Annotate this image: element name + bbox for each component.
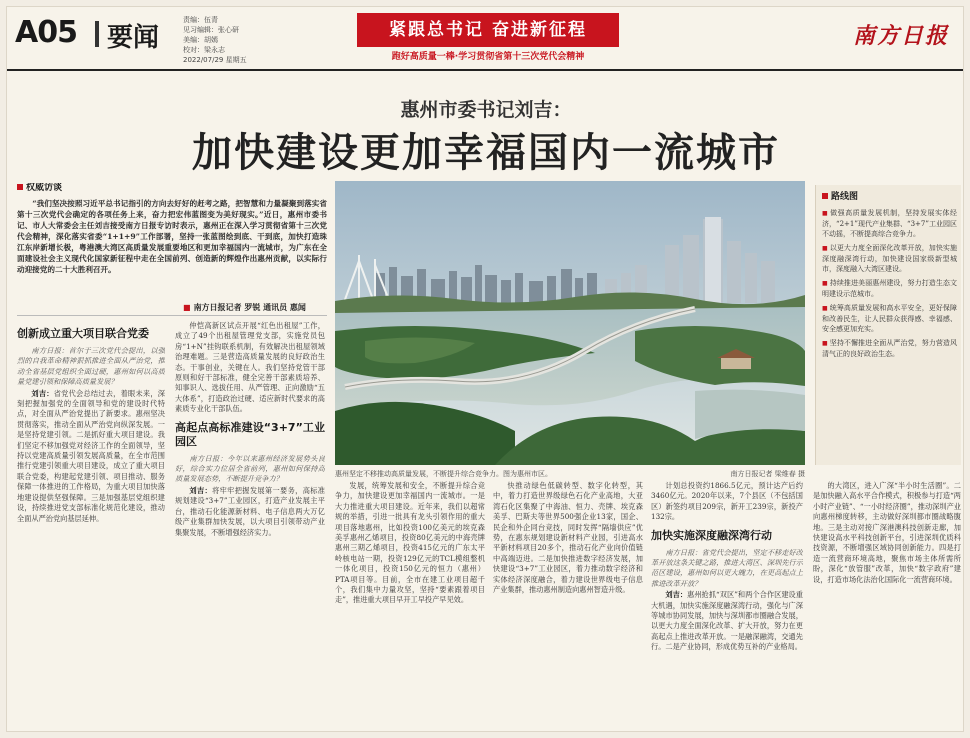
section-tag-interview: 权威访谈 <box>17 183 327 194</box>
intro-paragraph: “我们坚决按照习近平总书记指引的方向去好好的赶考之路，把智慧和力量凝聚到落实省第十三次党代会确定的各项任务上来，奋力把宏伟蓝图变为美好现实。”近日，惠州市委书记、市人大常委会主任刘吉接受南方日报专访时表示，惠州正在深入学习贯彻省第十三次党代会精神，深化落实省委“1+1+9”工作部署，坚持一张蓝图绘到底、干到底，加快打造珠江东岸新增长极，粤港澳大湾区高质量发展重要地区和更加幸福国内一流城市，为广东在全面建设社会主义现代化国家新征程中走在全国前列、创造新的辉煌作出惠州贡献，以实际行动迎接党的二十大胜利召开。 <box>17 199 327 274</box>
editor-credits <box>183 15 247 65</box>
subheading: 加快实施深度融深湾行动 <box>651 528 772 542</box>
interview-answer <box>651 590 803 652</box>
interview-answer <box>175 486 325 538</box>
roadmap-sidebar <box>815 185 961 465</box>
section-divider <box>95 21 99 47</box>
interview-answer <box>17 389 165 524</box>
page-number: A05 <box>15 15 77 50</box>
body-paragraph: 仲恺高新区试点开展“红色出租屋”工作，成立了49个出租屋管理党支部，实施党员包房“1+N”挂钩联系机制，有效解决出租屋领域治理难题。三是营造高质量发展的良好政治生态。干事创业，关键在人。我们坚持党管干部原则和好干部标准，健全完善干部素质培养、知事识人、选拔任用、从严管理、正向激励“五大体系”，打造政治过硬、适应新时代要求的高素质专业化干部队伍。 <box>175 321 325 414</box>
answer-text: 惠州抢抓“双区”和两个合作区建设重大机遇，加快实施深度融深湾行动，强化与广深等城市协同发展，加快与深圳都市圈融合发展，以更大力度全面深化改革、扩大开放，努力在更高起点上推进改革开放。一是融深融湾，交通先行。二是产业协同，形成优势互补的产业格局。 <box>651 590 803 652</box>
photo-credit: 南方日报记者 梁维春 摄 <box>730 470 805 478</box>
editor-line: 美编：胡嫣 <box>183 36 218 44</box>
article-column-6 <box>813 481 961 731</box>
intro-block <box>17 183 327 295</box>
editor-line: 校对：梁永志 <box>183 46 225 54</box>
roadmap-item: ■ 持续推进美丽惠州建设，努力打造生态文明建设示范城市。 <box>822 278 957 299</box>
header-rule <box>7 69 964 71</box>
roadmap-list <box>822 208 957 359</box>
article-column-5 <box>651 481 803 731</box>
body-paragraph: 发展，统筹发展和安全，不断提升综合竞争力，加快建设更加幸福国内一流城市。一是大力推进重大项目建设。近年来，我们以超常规的举措，引进一批具有龙头引领作用的重大项目落地惠州，比如投资100亿美元的埃克森美孚惠州乙烯项目，投资80亿美元的中海壳牌惠州三期乙烯项目，投资415亿元的广东太平岭核电站一期，投资129亿元的TCL模组整机一体化项目，投资150亿元的恒力（惠州）PTA项目等。目前，全市在建工业项目超千个，我们集中力量攻坚，坚持“要素跟着项目走”，推进重大项目早开工早投产早见效。 <box>335 481 485 605</box>
article-column-3 <box>335 481 485 731</box>
photo-caption <box>335 469 805 479</box>
roadmap-item: ■ 做强高质量发展机制，坚持发展实体经济，“2+1”现代产业集群、“3+7”工业园区不动摇，不断提高综合竞争力。 <box>822 208 957 239</box>
roadmap-item: ■ 统筹高质量发展和高水平安全，更好保障和改善民生，让人民群众获得感、幸福感、安全感更加充实。 <box>822 303 957 334</box>
subheading: 高起点高标准建设“3+7”工业园区 <box>175 420 325 448</box>
editor-line: 责编：伍青 <box>183 16 218 24</box>
divider <box>17 315 327 316</box>
byline: ■ 南方日报记者 罗锐 通讯员 惠闻 <box>183 302 306 313</box>
newspaper-masthead: 南方日报 <box>852 23 949 49</box>
edition-date: 2022/07/29 星期五 <box>183 56 247 64</box>
interview-question: 南方日报：今年以来惠州经济发展势头良好，综合实力位居全省前列，惠州如何保持高质量发展态势，不断提升竞争力？ <box>175 453 325 484</box>
caption-text: 惠州坚定不移推动高质量发展，不断提升综合竞争力。图为惠州市区。 <box>335 470 552 478</box>
interview-question: 南方日报：首尔于三次党代会提出，以强烈的自我革命精神狠抓推进全面从严治党，推动全省基层党组织全面过硬，惠州如何以高质量党建引领和保障高质量发展？ <box>17 346 165 387</box>
campaign-banner: 紧跟总书记 奋进新征程 <box>357 13 619 47</box>
roadmap-item: ■ 坚持不懈推进全面从严治党，努力营造风清气正的良好政治生态。 <box>822 338 957 359</box>
speaker-label: 刘吉： <box>189 485 213 495</box>
answer-text: 将牢牢把握发展第一要务，高标准规划建设“3+7”工业园区，打造产业发展主平台，推动石化能源新材料、电子信息两大万亿级产业集群加快发展，以大项目引领带动产业集聚发展，不断增强经济实力。 <box>175 485 325 537</box>
campaign-subtitle: 跑好高质量一棒·学习贯彻省第十三次党代会精神 <box>391 52 585 62</box>
newspaper-page <box>6 6 964 732</box>
answer-text: 省党代会总结过去，着眼未来，深刻把握加强党的全面领导和党的建设时代特点，对全面从严治党提出了新要求。惠州坚决贯彻落实，推动全面从严治党向纵深发展。一是坚持党建引领。二是抓好重大项目建设。我们坚定不移加强党对经济工作的全面领导，坚持以党建高质量引领发展高质量，在全市范围推行党建引领重大项目建设，成立了重大项目联合党委，构建起党建引领、项目推动、服务保障一体推进的工作格局，为重大项目加快落地建设提供坚强保障。三是加强基层党组织建设，持续推进党支部标准化规范化建设，推动全面从严治党向基层延伸。 <box>17 388 165 523</box>
section-tag-roadmap: 路线图 <box>822 189 957 202</box>
interview-question: 南方日报：省党代会提出，坚定不移走好改革开放这条关键之路，推进大湾区、深圳先行示范区建设，惠州如何以更大魄力，在更高起点上推进改革开放？ <box>651 547 803 588</box>
huizhou-cityscape-image <box>335 181 805 465</box>
editor-line: 见习编辑：张心研 <box>183 26 239 34</box>
page-header <box>7 7 964 69</box>
article-kicker: 惠州市委书记刘吉： <box>400 99 572 121</box>
section-name: 要闻 <box>107 23 160 53</box>
article-column-1 <box>17 321 165 731</box>
speaker-label: 刘吉： <box>665 590 688 600</box>
article-column-2 <box>175 321 325 731</box>
city-photo <box>335 181 805 465</box>
body-paragraph: 计划总投资约1866.5亿元，预计达产后约3460亿元。2020年以来，7个县区（不包括国区）新签约项目209宗，新开工239宗，新投产132宗。 <box>651 481 803 522</box>
body-paragraph: 的大湾区，进入广深“半小时生活圈”。二是加快融入高水平合作模式，积极参与打造“两小时产业链”、“一小时经济圈”，推动深圳产业向惠州梯度转移，主动做好深圳都市圈战略腹地。三是主动对接广深港澳科技创新走廊，加快建设高水平科技创新平台，引进深圳优质科技资源，不断增强区域协同创新能力。四是打造一流营商环境高地，聚焦市场主体所需所盼，深化“放管服”改革，加快“数字政府”建设，打造市场化法治化国际化一流营商环境。 <box>813 481 961 584</box>
body-paragraph: 快推动绿色低碳转型、数字化转型，其中，着力打造世界级绿色石化产业高地，大亚湾石化区集聚了中海油、恒力、壳牌、埃克森美孚、巴斯夫等世界500强企业13家，国企、民企和外企同台竞技，同时发挥“隔墙供应”优势，在惠东规划建设新材料产业园，引进高水平新材料项目20多个，推动石化产业向价值链中高端迈进。二是加快推进数字经济发展，加快建设“3+7”工业园区，着力推动数字经济和实体经济深度融合，着力建设世界级电子信息产业集群，推动惠州制造向惠州智造升级。 <box>493 481 643 595</box>
speaker-label: 刘吉： <box>31 388 54 398</box>
subheading: 创新成立重大项目联合党委 <box>17 327 149 340</box>
article-headline: 加快建设更加幸福国内一流城市 <box>192 129 780 176</box>
roadmap-item: ■ 以更大力度全面深化改革开放，加快实施深度融深湾行动，加快建设国家级新型城市，深度融入大湾区建设。 <box>822 243 957 274</box>
article-column-4 <box>493 481 643 731</box>
